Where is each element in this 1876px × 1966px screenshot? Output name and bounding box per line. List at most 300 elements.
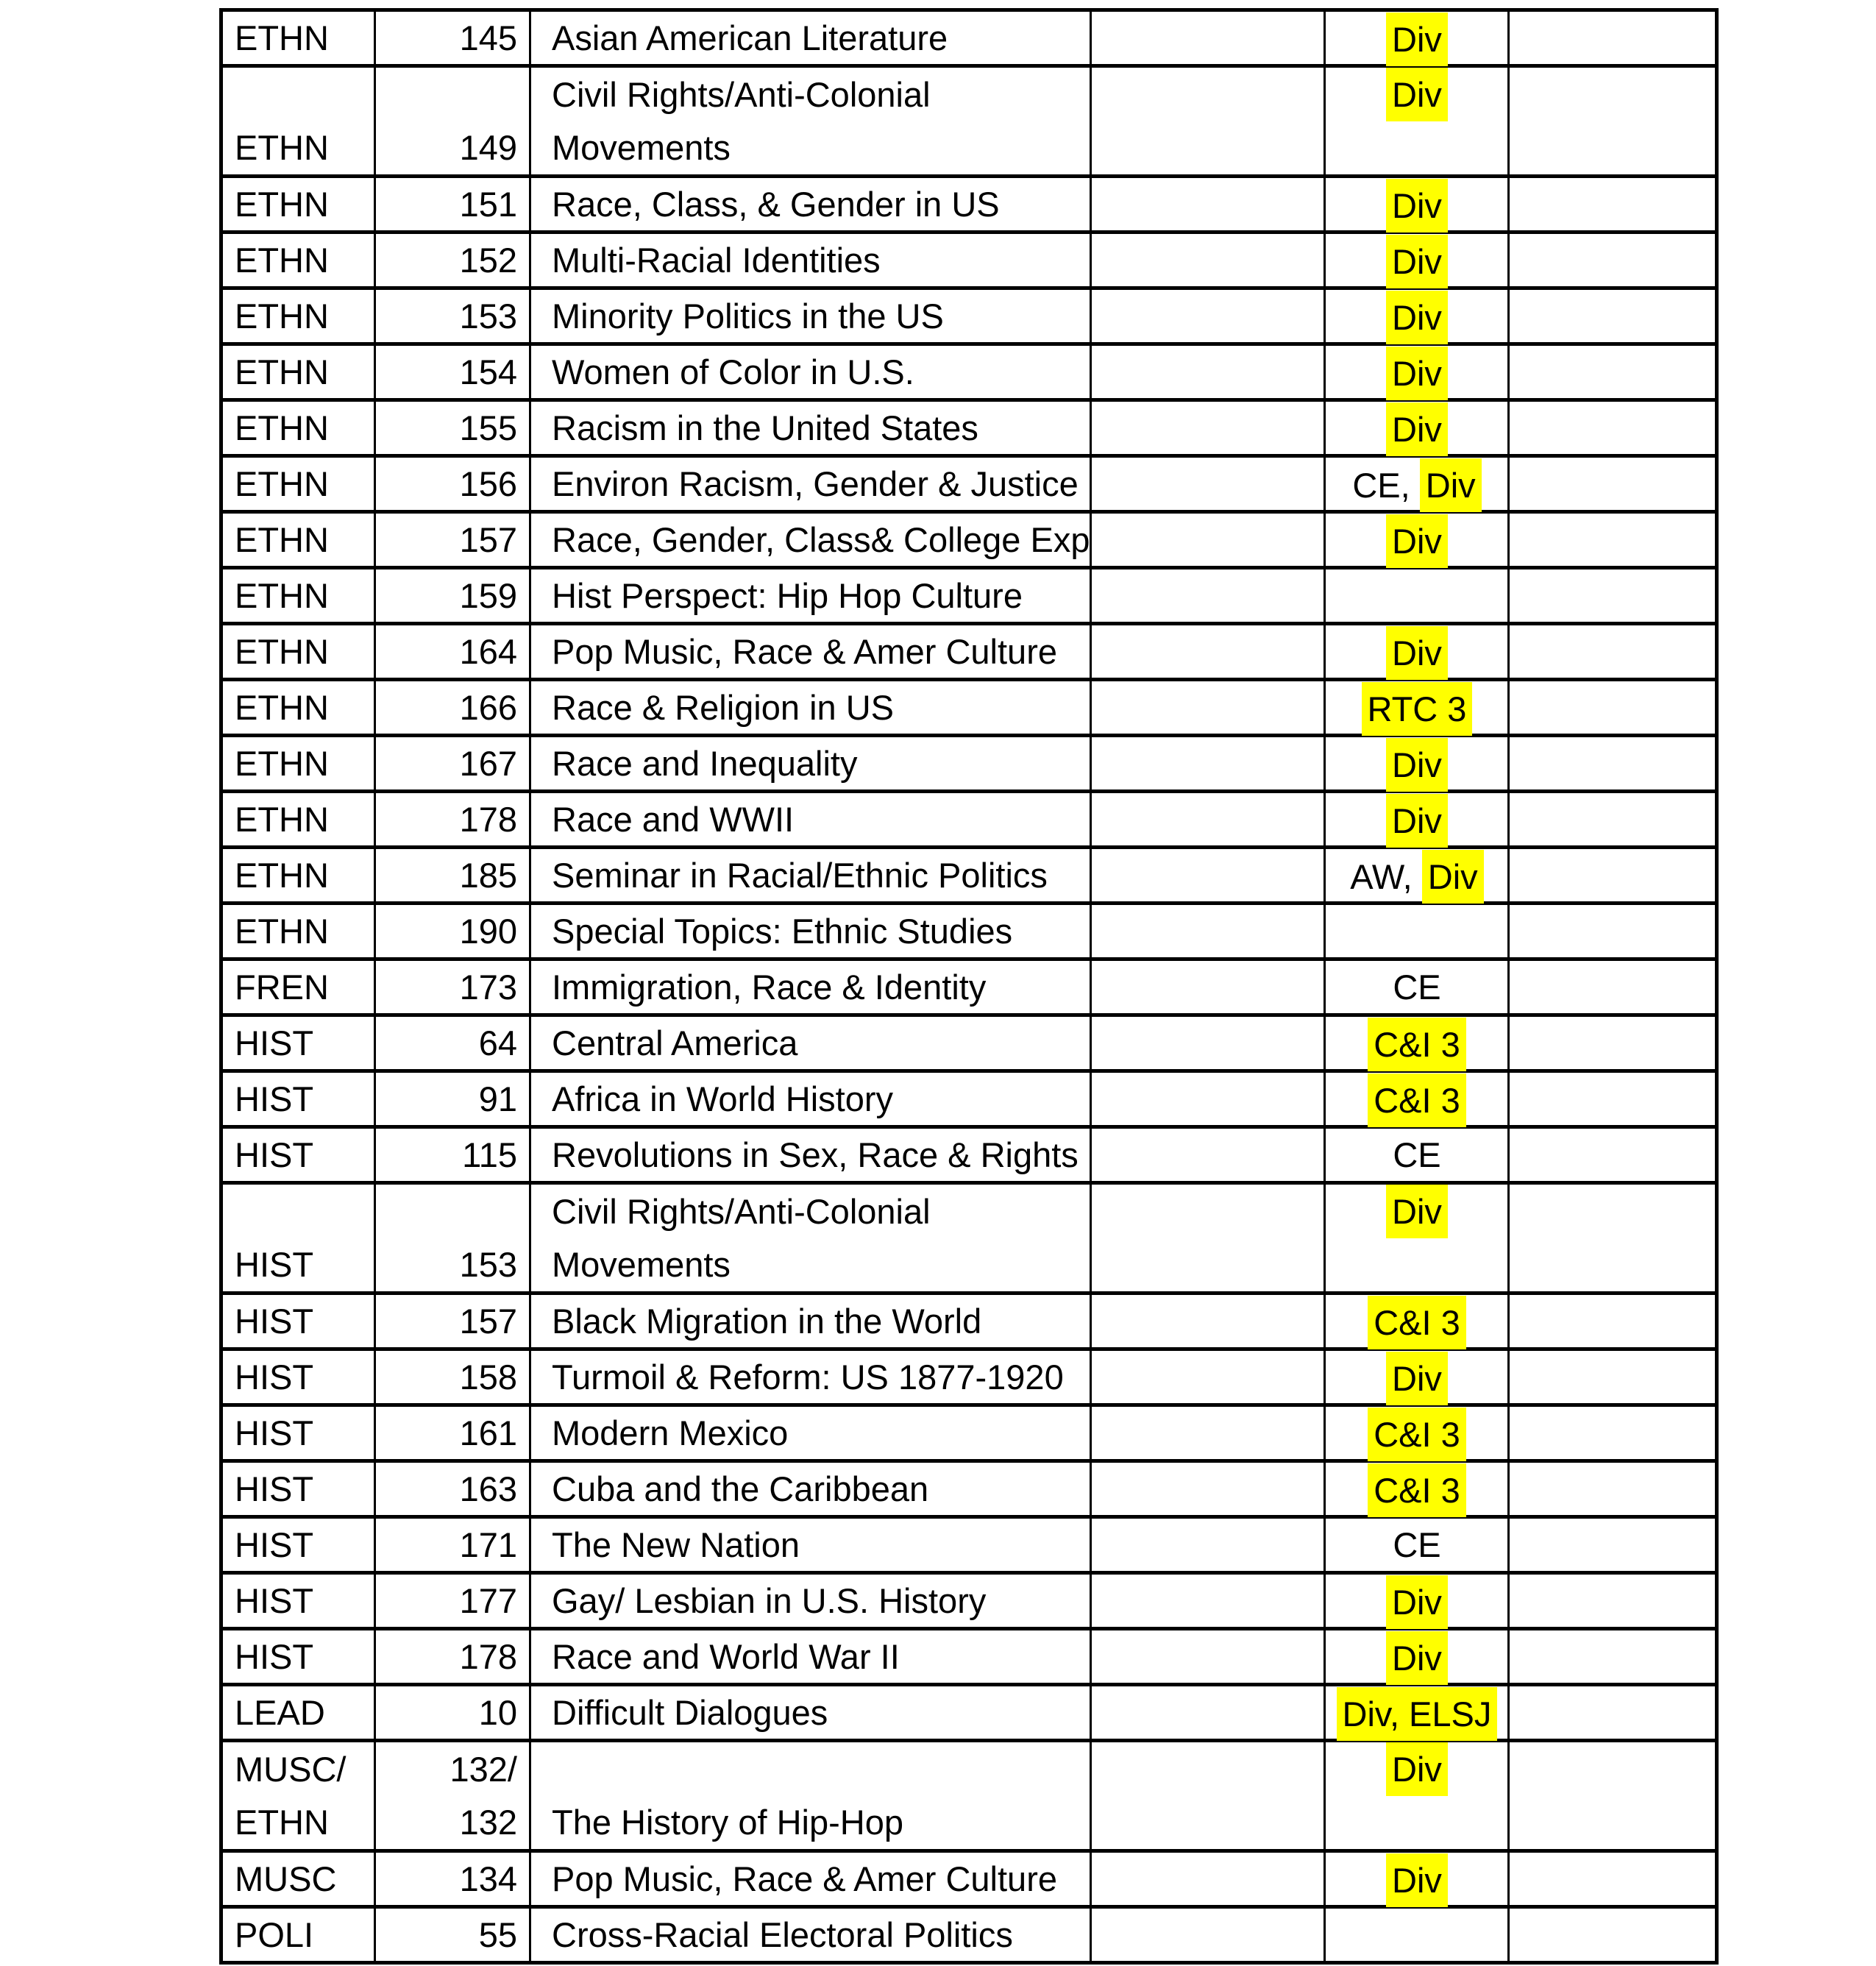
dept-cell [221,400,375,456]
designation-line [1326,1296,1507,1349]
dept-cell [221,1071,375,1127]
course-number-cell-lines [376,1185,529,1291]
course-title-cell-lines [531,682,1090,734]
course-title-cell [530,512,1091,568]
dept-cell-line [223,1796,374,1849]
course-title-text: Pop Music, Race & Amer Culture [552,1859,1057,1898]
designation-highlight: Div [1386,1352,1448,1405]
spacer-cell-left [1091,1015,1325,1071]
spacer-cell-left [1091,1071,1325,1127]
designation-highlight: Div [1386,347,1448,400]
course-number-cell-lines [376,682,529,734]
course-title-cell-line [531,1296,1090,1347]
course-title-text: Cross-Racial Electoral Politics [552,1915,1013,1954]
designation-lines [1326,1575,1507,1627]
dept-text: ETHN [235,18,329,57]
row-hist-64 [221,1015,1717,1071]
course-number-cell-line [376,121,529,174]
designation-cell [1325,1741,1509,1851]
course-title-cell-line [531,402,1090,454]
course-title-text: Black Migration in the World [552,1302,982,1341]
row-hist-161 [221,1405,1717,1461]
dept-text: HIST [235,1469,314,1508]
dept-cell-lines [223,179,374,230]
dept-text: ETHN [235,241,329,280]
designation-line [1326,850,1507,904]
designation-text: CE [1393,1525,1441,1564]
course-number-cell-line [376,1519,529,1571]
course-title-cell-line [531,626,1090,678]
course-number-cell-line [376,1129,529,1181]
spacer-cell-right [1509,1741,1717,1851]
designation-line [1326,1352,1507,1405]
course-title-cell [530,1293,1091,1349]
designation-line [1326,682,1507,736]
designation-cell [1325,1517,1509,1573]
dept-cell-line [223,738,374,789]
designation-line [1326,906,1507,957]
dept-cell-lines [223,906,374,957]
course-number-text: 173 [459,968,517,1007]
spacer-cell-right [1509,288,1717,344]
designation-lines [1326,1018,1507,1069]
dept-cell-lines [223,291,374,342]
course-title-text: Revolutions in Sex, Race & Rights [552,1135,1079,1174]
course-number-cell-lines [376,1352,529,1403]
course-number-text: 153 [459,297,517,336]
spacer-cell-right [1509,624,1717,680]
designation-line [1326,1018,1507,1071]
course-number-text: 64 [478,1023,517,1062]
designation-lines [1326,1519,1507,1571]
course-number-cell [375,848,530,904]
spacer-cell-right [1509,1573,1717,1629]
designation-lines [1326,1742,1507,1848]
dept-cell [221,792,375,848]
course-title-text: Multi-Racial Identities [552,241,881,280]
dept-text: ETHN [235,352,329,391]
spacer-cell-left [1091,1685,1325,1741]
course-number-cell-line [376,1631,529,1683]
course-title-text: Race & Religion in US [552,688,894,727]
course-number-text: 91 [478,1079,517,1118]
dept-cell-line [223,1018,374,1069]
course-number-text: 166 [459,688,517,727]
course-number-cell-line [376,458,529,510]
course-number-text: 177 [459,1581,517,1620]
designation-lines [1326,68,1507,174]
designation-line [1326,1742,1507,1796]
course-number-cell [375,680,530,736]
dept-cell-lines [223,1519,374,1571]
dept-text: HIST [235,1525,314,1564]
course-title-text: Women of Color in U.S. [552,352,914,391]
designation-line [1326,347,1507,400]
course-title-cell-lines [531,1352,1090,1403]
designation-cell [1325,959,1509,1015]
designation-lines [1326,179,1507,230]
dept-cell [221,1517,375,1573]
designation-lines [1326,626,1507,678]
dept-cell-line [223,626,374,678]
row-ethn-155 [221,400,1717,456]
dept-cell-line [223,402,374,454]
dept-cell-lines [223,570,374,622]
designation-text: AW, [1350,856,1422,896]
course-title-cell-line [531,1909,1090,1961]
course-number-cell-lines [376,1909,529,1961]
spacer-cell-left [1091,66,1325,177]
course-title-cell [530,288,1091,344]
course-title-text: Racism in the United States [552,408,978,447]
course-title-cell-lines [531,570,1090,622]
spacer-cell-left [1091,1907,1325,1963]
designation-lines [1326,1296,1507,1347]
course-title-text: Special Topics: Ethnic Studies [552,912,1013,951]
course-title-cell [530,736,1091,792]
course-title-text: Race and Inequality [552,744,858,783]
designation-lines [1326,235,1507,286]
course-number-cell [375,1573,530,1629]
course-number-cell [375,736,530,792]
dept-cell-line [223,179,374,230]
designation-line [1326,458,1507,512]
course-title-cell-lines [531,179,1090,230]
designation-highlight: Div [1386,738,1448,792]
course-title-cell-lines [531,1185,1090,1291]
designation-line [1326,179,1507,233]
dept-cell-lines [223,402,374,454]
dept-text: HIST [235,1581,314,1620]
spacer-cell-left [1091,1461,1325,1517]
course-title-cell-line [531,1631,1090,1683]
dept-text: ETHN [235,185,329,224]
spacer-cell-left [1091,568,1325,624]
dept-cell-lines [223,347,374,398]
spacer-cell-right [1509,736,1717,792]
course-title-cell [530,959,1091,1015]
course-number-cell-line [376,179,529,230]
dept-cell-lines [223,738,374,789]
designation-cell [1325,1629,1509,1685]
dept-cell [221,904,375,959]
course-title-text: Race, Class, & Gender in US [552,185,1000,224]
course-title-cell-lines [531,291,1090,342]
course-title-cell [530,66,1091,177]
course-number-cell-line [376,1296,529,1347]
course-number-cell-line [376,682,529,734]
spacer-cell-left [1091,288,1325,344]
designation-line [1326,1129,1507,1181]
course-title-cell [530,792,1091,848]
designation-cell [1325,848,1509,904]
course-number-cell-line [376,1352,529,1403]
designation-cell [1325,1349,1509,1405]
spacer-cell-left [1091,736,1325,792]
course-title-cell-line [531,1185,1090,1238]
spacer-cell-left [1091,344,1325,400]
course-number-cell-lines [376,1631,529,1683]
designation-cell [1325,456,1509,512]
designation-cell [1325,1293,1509,1349]
row-hist-153 [221,1183,1717,1293]
designation-lines [1326,514,1507,566]
course-number-cell-lines [376,1575,529,1627]
dept-cell [221,177,375,233]
designation-line [1326,794,1507,848]
course-title-cell [530,1015,1091,1071]
dept-cell [221,1349,375,1405]
row-ethn-178 [221,792,1717,848]
designation-line [1326,1631,1507,1685]
course-number-cell-line [376,1909,529,1961]
designation-line [1326,514,1507,568]
course-title-cell-lines [531,1463,1090,1515]
spacer-cell-right [1509,848,1717,904]
dept-cell [221,1741,375,1851]
dept-text: HIST [235,1245,314,1284]
dept-cell [221,1183,375,1293]
course-title-cell-lines [531,68,1090,174]
designation-cell [1325,66,1509,177]
designation-lines [1326,850,1507,901]
course-title-cell-lines [531,1743,1090,1849]
course-title-cell-lines [531,514,1090,566]
spacer-cell-right [1509,456,1717,512]
designation-highlight: C&I 3 [1368,1074,1466,1127]
course-number-cell-line [376,347,529,398]
spacer-cell-right [1509,400,1717,456]
course-title-cell [530,624,1091,680]
dept-cell-line [223,1238,374,1291]
course-number-text: 157 [459,520,517,559]
designation-highlight: Div [1386,1575,1448,1629]
dept-text: HIST [235,1135,314,1174]
course-title-cell [530,1851,1091,1907]
designation-line [1326,1519,1507,1571]
designation-lines [1326,1352,1507,1403]
course-title-text: Race and WWII [552,800,795,839]
course-number-cell-lines [376,962,529,1013]
course-number-cell-lines [376,850,529,901]
course-number-cell-line [376,1238,529,1291]
course-number-cell-lines [376,794,529,845]
course-title-text: Movements [552,128,731,167]
dept-cell-lines [223,1352,374,1403]
course-title-cell-lines [531,850,1090,901]
course-title-cell-lines [531,1018,1090,1069]
course-number-cell-line [376,291,529,342]
dept-text: ETHN [235,1803,329,1842]
designation-lines [1326,1185,1507,1291]
course-number-text: 154 [459,352,517,391]
dept-cell-lines [223,235,374,286]
dept-text: ETHN [235,688,329,727]
course-title-text: Turmoil & Reform: US 1877-1920 [552,1358,1064,1397]
course-number-cell [375,624,530,680]
course-title-cell-line [531,179,1090,230]
designation-line [1326,291,1507,344]
course-number-cell-lines [376,514,529,566]
course-number-cell [375,1517,530,1573]
course-number-cell-line [376,1853,529,1905]
spacer-cell-right [1509,1183,1717,1293]
course-title-text: Cuba and the Caribbean [552,1469,929,1508]
course-title-cell-lines [531,458,1090,510]
dept-cell-line [223,121,374,174]
dept-cell [221,1461,375,1517]
course-number-cell [375,1015,530,1071]
course-title-text: Seminar in Racial/Ethnic Politics [552,856,1048,895]
designation-highlight: Div [1386,514,1448,568]
designation-lines [1326,1909,1507,1961]
spacer-cell-right [1509,568,1717,624]
designation-line [1326,68,1507,121]
course-number-text: 132/ [450,1750,517,1789]
spacer-cell-left [1091,1405,1325,1461]
designation-highlight: Div [1386,1742,1448,1796]
designation-cell [1325,736,1509,792]
course-title-text: Race and World War II [552,1637,900,1676]
row-lead-10 [221,1685,1717,1741]
course-title-cell [530,1183,1091,1293]
course-number-cell-lines [376,179,529,230]
dept-text: ETHN [235,464,329,503]
designation-line [1326,1238,1507,1291]
course-title-cell-lines [531,1631,1090,1683]
dept-cell-line [223,1463,374,1515]
course-title-text: The New Nation [552,1525,800,1564]
course-title-text: Immigration, Race & Identity [552,968,987,1007]
course-title-cell-lines [531,1074,1090,1125]
spacer-cell-left [1091,1183,1325,1293]
course-title-cell [530,1071,1091,1127]
spacer-cell-left [1091,1629,1325,1685]
dept-cell [221,1851,375,1907]
course-number-cell [375,1183,530,1293]
designation-cell [1325,1127,1509,1183]
row-musc-ethn-132-132 [221,1741,1717,1851]
row-ethn-159 [221,568,1717,624]
designation-cell [1325,792,1509,848]
designation-cell [1325,400,1509,456]
spacer-cell-right [1509,1127,1717,1183]
course-number-text: 55 [478,1915,517,1954]
dept-cell-lines [223,1408,374,1459]
course-title-cell-line [531,1687,1090,1739]
course-number-text: 10 [478,1693,517,1732]
course-title-text: Pop Music, Race & Amer Culture [552,632,1057,671]
row-musc-134 [221,1851,1717,1907]
designation-cell [1325,512,1509,568]
dept-cell [221,1127,375,1183]
course-title-cell-lines [531,1909,1090,1961]
course-title-cell-lines [531,1687,1090,1739]
dept-cell-lines [223,1743,374,1849]
course-title-cell-line [531,1129,1090,1181]
designation-lines [1326,1853,1507,1905]
course-number-cell-line [376,626,529,678]
spacer-cell-right [1509,1015,1717,1071]
course-number-cell-lines [376,570,529,622]
dept-cell-lines [223,626,374,678]
course-title-cell [530,344,1091,400]
course-number-cell [375,1461,530,1517]
row-ethn-166 [221,680,1717,736]
course-title-cell-line [531,235,1090,286]
course-number-text: 155 [459,408,517,447]
row-hist-115 [221,1127,1717,1183]
course-title-cell-lines [531,738,1090,789]
dept-cell-line [223,13,374,64]
dept-cell-lines [223,1296,374,1347]
dept-cell-line [223,291,374,342]
dept-cell-line [223,962,374,1013]
course-number-cell-line [376,1018,529,1069]
course-title-cell [530,1573,1091,1629]
dept-cell-lines [223,1909,374,1961]
course-title-cell [530,233,1091,288]
designation-cell [1325,1685,1509,1741]
spacer-cell-right [1509,1349,1717,1405]
spacer-cell-right [1509,10,1717,66]
designation-line [1326,1185,1507,1238]
spacer-cell-left [1091,848,1325,904]
designation-cell [1325,1907,1509,1963]
dept-cell-line [223,235,374,286]
designation-cell [1325,288,1509,344]
course-title-cell-line [531,347,1090,398]
course-number-cell [375,904,530,959]
dept-cell-line [223,1743,374,1796]
course-number-cell-lines [376,347,529,398]
course-title-cell-line [531,1408,1090,1459]
course-title-text: Modern Mexico [552,1413,789,1452]
dept-cell-line [223,1074,374,1125]
dept-cell-lines [223,1185,374,1291]
dept-text: HIST [235,1637,314,1676]
course-title-text: Asian American Literature [552,18,948,57]
designation-line [1326,1796,1507,1848]
dept-cell-line [223,1575,374,1627]
dept-cell [221,1405,375,1461]
designation-line [1326,121,1507,174]
course-title-cell-line [531,514,1090,566]
spacer-cell-left [1091,904,1325,959]
spacer-cell-right [1509,1461,1717,1517]
designation-line [1326,13,1507,66]
course-title-text: Civil Rights/Anti-Colonial [552,75,931,114]
course-number-cell-lines [376,1074,529,1125]
designation-cell [1325,1573,1509,1629]
course-number-cell-lines [376,1296,529,1347]
course-number-cell-lines [376,1519,529,1571]
course-number-text: 115 [462,1135,517,1174]
course-number-cell [375,1685,530,1741]
designation-lines [1326,1129,1507,1181]
course-title-cell [530,1685,1091,1741]
course-number-cell [375,568,530,624]
row-ethn-152 [221,233,1717,288]
spacer-cell-right [1509,1907,1717,1963]
course-title-cell-line [531,121,1090,174]
course-title-cell-line [531,906,1090,957]
spacer-cell-right [1509,1517,1717,1573]
spacer-cell-left [1091,792,1325,848]
dept-text: HIST [235,1079,314,1118]
dept-text: ETHN [235,297,329,336]
course-number-cell [375,792,530,848]
